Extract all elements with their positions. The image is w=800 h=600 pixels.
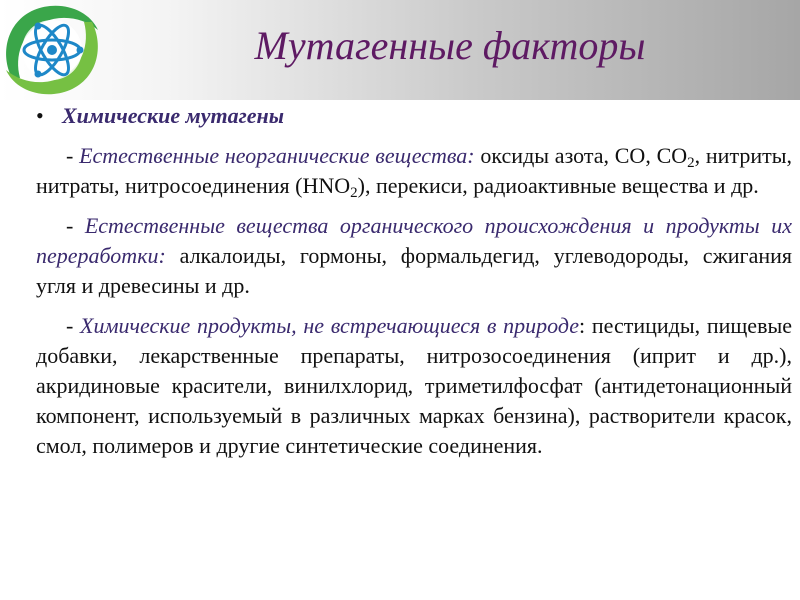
dash: -: [66, 143, 80, 168]
body-synthetic: : пестициды, пищевые добавки, лекарственные препараты, нитрозосоединения (иприт и др.), акридиновые красители, винилхлорид, триметилфосфат (антидетонационный компонент, используемый в различных марках бензина), растворители красок, смол, полимеров и другие синтетические соединения.: [36, 313, 793, 458]
slide-content: [36, 101, 792, 471]
dash: -: [66, 313, 81, 338]
bullet-item: [36, 101, 792, 131]
lead-synthetic: Химические продукты, не встречающиеся в природе: [80, 313, 580, 338]
bullet-heading: Химические мутагены: [62, 103, 284, 128]
subscript: 2: [687, 155, 695, 171]
text-part: , нитриты, нитраты, нитросоединения (HNO: [36, 143, 792, 198]
text-part: ), перекиси, радиоактивные вещества и др.: [357, 173, 759, 198]
paragraph-organic: [36, 211, 792, 301]
text-part: оксиды азота, СО, СО: [474, 143, 688, 168]
paragraph-synthetic: [36, 311, 792, 461]
bullet-icon: •: [36, 103, 44, 128]
lead-inorganic: Естественные неорганические вещества:: [79, 143, 475, 168]
dash: -: [66, 213, 85, 238]
body-organic: алкалоиды, гормоны, формальдегид, углеводороды, сжигания угля и древесины и др.: [36, 243, 792, 298]
page-title: Мутагенные факторы: [254, 23, 646, 68]
atom-leaf-logo-icon: [0, 0, 104, 100]
lead-organic: Естественные вещества органического происхождения и продукты их переработки:: [36, 213, 792, 268]
subscript: 2: [350, 185, 358, 201]
paragraph-inorganic: [36, 141, 792, 201]
